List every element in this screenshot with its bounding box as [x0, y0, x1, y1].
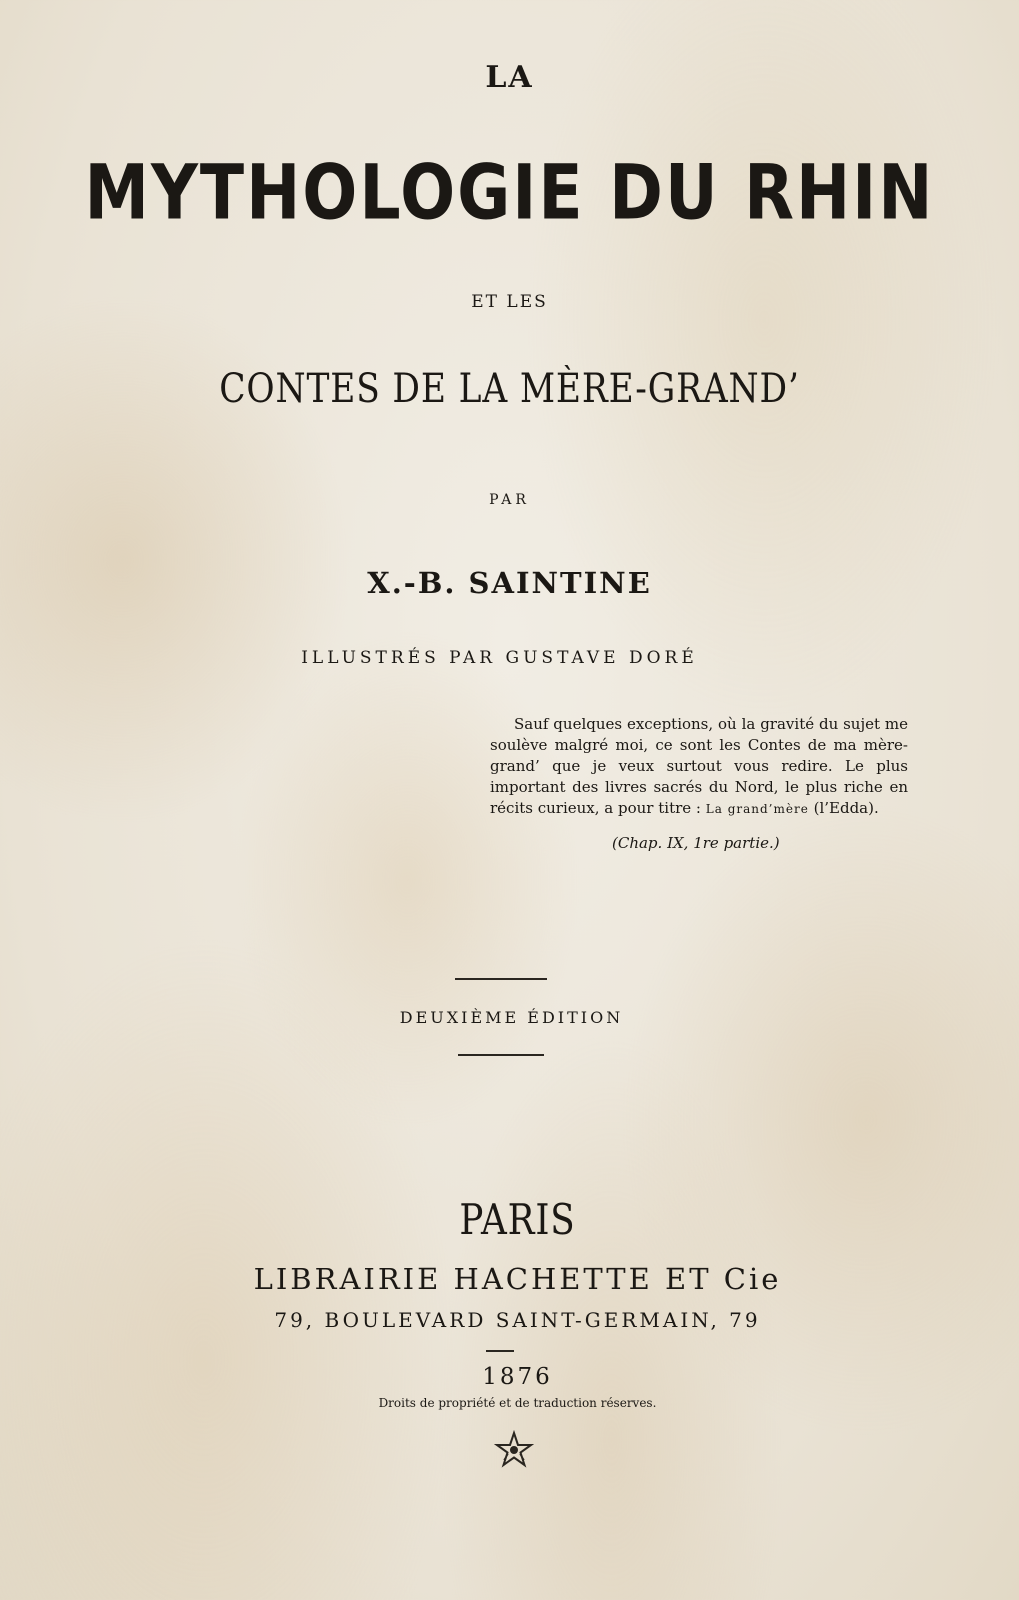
- star-fleuron-icon: [494, 1430, 534, 1470]
- main-title: MYTHOLOGIE DU RHIN: [84, 148, 935, 237]
- illustrator-line: ILLUSTRÉS PAR GUSTAVE DORÉ: [301, 648, 698, 668]
- title-article: LA: [485, 60, 534, 95]
- epigraph-text-block: [490, 714, 908, 820]
- epigraph-book-title: La grand’mère: [705, 802, 809, 816]
- epigraph-tail: (l’Edda).: [813, 799, 879, 817]
- title-conjunction: ET LES: [471, 292, 548, 312]
- divider-rule: [486, 1350, 514, 1352]
- divider-rule: [455, 978, 547, 980]
- epigraph: [490, 714, 908, 820]
- author-name: X.-B. SAINTINE: [367, 566, 652, 600]
- publisher-name: LIBRAIRIE HACHETTE ET Cie: [253, 1262, 782, 1296]
- by-line: PAR: [489, 492, 530, 508]
- divider-rule: [458, 1054, 544, 1056]
- subtitle: CONTES DE LA MÈRE-GRAND’: [219, 366, 800, 412]
- epigraph-text: Sauf quelques exceptions, où la gravité du sujet me soulève malgré moi, ce sont les Contes de ma mère-grand’ que je veux surtout vous redire. Le plus important des livres sacrés du Nord, le plus riche en récits curieux, a pour titre :: [490, 715, 908, 817]
- publisher-address: 79, BOULEVARD SAINT-GERMAIN, 79: [274, 1308, 761, 1332]
- rights-notice: Droits de propriété et de traduction réserves.: [378, 1396, 657, 1410]
- epigraph-citation: (Chap. IX, 1re partie.): [612, 834, 780, 852]
- publication-year: 1876: [482, 1364, 553, 1390]
- edition-label: DEUXIÈME ÉDITION: [399, 1008, 624, 1027]
- publication-city: PARIS: [459, 1195, 576, 1244]
